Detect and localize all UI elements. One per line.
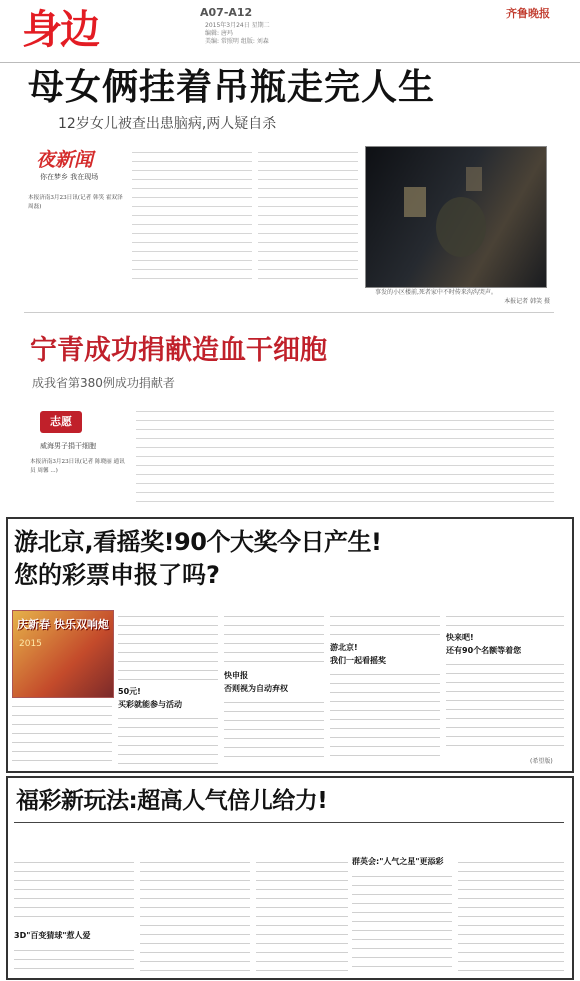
lottery-ad-col3b-text <box>224 696 324 764</box>
page-range: A07-A12 <box>200 6 253 19</box>
design-line: 美编: 常照明 组版: 刘森 <box>205 38 269 45</box>
story1-byline-text: 本报济南3月23日讯(记者 韩笑 霍双泽 周磊) <box>28 195 123 210</box>
lottery-sub-watch: 我们一起看摇奖 <box>330 656 386 665</box>
welfare-col1b-text <box>14 944 134 972</box>
story1-subhead: 12岁女儿被查出患脑病,两人疑自杀 <box>58 116 277 132</box>
lottery-ad-headline-1: 游北京,看摇奖!90个大奖今日产生! <box>14 528 382 556</box>
story2-subhead-post: 例成功捐献者 <box>102 376 175 390</box>
newspaper-brand: 齐鲁晚报 <box>506 7 550 20</box>
night-news-logo <box>36 148 114 192</box>
lottery-ad-col5-text <box>446 658 564 754</box>
lottery-sub-slots: 还有90个名额等着您 <box>446 646 522 655</box>
photo-tree <box>436 197 486 257</box>
story1-photo-caption <box>375 288 550 306</box>
night-news-tagline: 你在梦乡 我在现场 <box>40 173 99 181</box>
story2-byline-text: 本报济南3月23日讯(记者 陈晓丽 通讯员 周馨 ...) <box>30 459 125 474</box>
section-masthead: 身边 <box>22 7 98 53</box>
welfare-col5-text <box>458 856 564 972</box>
story2-headline: 宁青成功捐献造血干细胞 <box>30 335 327 366</box>
lottery-sub-50: 50元! <box>118 687 141 696</box>
lottery-ad-col4-text <box>330 610 440 640</box>
story-divider <box>24 312 554 313</box>
story1-photo <box>365 146 547 288</box>
lottery-ad-col3-text <box>224 610 324 664</box>
story1-body-col3 <box>258 146 358 286</box>
welfare-lottery-headline: 福彩新玩法:超高人气倍儿给力! <box>16 788 328 814</box>
story2-tag: 威海男子捐干细胞 <box>40 442 96 450</box>
welfare-col2-text <box>140 856 250 972</box>
volunteer-logo <box>40 411 82 433</box>
promo-year: 2015 <box>19 639 42 649</box>
story2-subhead-num: 380 <box>80 376 103 390</box>
header-divider <box>0 62 580 63</box>
lottery-ad-col4b-text <box>330 668 440 764</box>
lottery-ad-headline-2: 您的彩票申报了吗? <box>14 561 220 589</box>
photo-credit: 本报记者 韩笑 摄 <box>504 298 550 305</box>
story2-subhead-pre: 成我省第 <box>32 376 81 390</box>
date-info <box>205 22 270 46</box>
lottery-promo-image <box>12 610 114 698</box>
photo-building-window <box>466 167 482 191</box>
photo-building-window <box>404 187 426 217</box>
promo-title: 庆新春 快乐双响炮 <box>17 618 109 631</box>
story2-subhead <box>32 374 175 391</box>
volunteer-logo-text: 志愿 <box>50 415 72 428</box>
lottery-ad-col2-text <box>118 610 218 680</box>
lottery-ad-col5-top <box>446 610 564 630</box>
welfare-col4-text <box>352 870 452 972</box>
lottery-ad-col2b-text <box>118 712 218 764</box>
editor-line: 编辑: 唐玛 <box>205 30 233 37</box>
welfare-sub-star: 群英会:"人气之星"更添彩 <box>352 857 444 866</box>
lottery-sub-apply: 快申报 <box>224 671 248 680</box>
story1-byline <box>28 194 126 286</box>
welfare-col1-text <box>14 856 134 922</box>
welfare-sub-3d: 3D"百变猜球"惹人爱 <box>14 931 91 940</box>
story2-body <box>136 405 554 505</box>
story2-byline <box>30 458 130 504</box>
welfare-lottery-rule <box>14 822 564 823</box>
lottery-sub-buy: 买彩就能参与活动 <box>118 700 182 709</box>
story1-headline: 母女俩挂着吊瓶走完人生 <box>28 67 436 108</box>
welfare-col3-text <box>256 856 348 972</box>
page-header <box>0 0 580 64</box>
lottery-sub-forfeit: 否则视为自动弃权 <box>224 684 288 693</box>
lottery-sub-come: 快来吧! <box>446 633 474 642</box>
lottery-ad-credit: (希望版) <box>530 758 553 765</box>
night-news-logo-text: 夜新闻 <box>36 149 94 171</box>
photo-caption-text: 事发的小区楼前,死者家中不时传来沟沟哭声。 <box>375 289 497 296</box>
lottery-ad-col1-text <box>12 700 112 764</box>
lottery-sub-beijing: 游北京! <box>330 643 358 652</box>
date-line: 2015年3月24日 星期二 <box>205 22 270 29</box>
story1-body-col2 <box>132 146 252 286</box>
